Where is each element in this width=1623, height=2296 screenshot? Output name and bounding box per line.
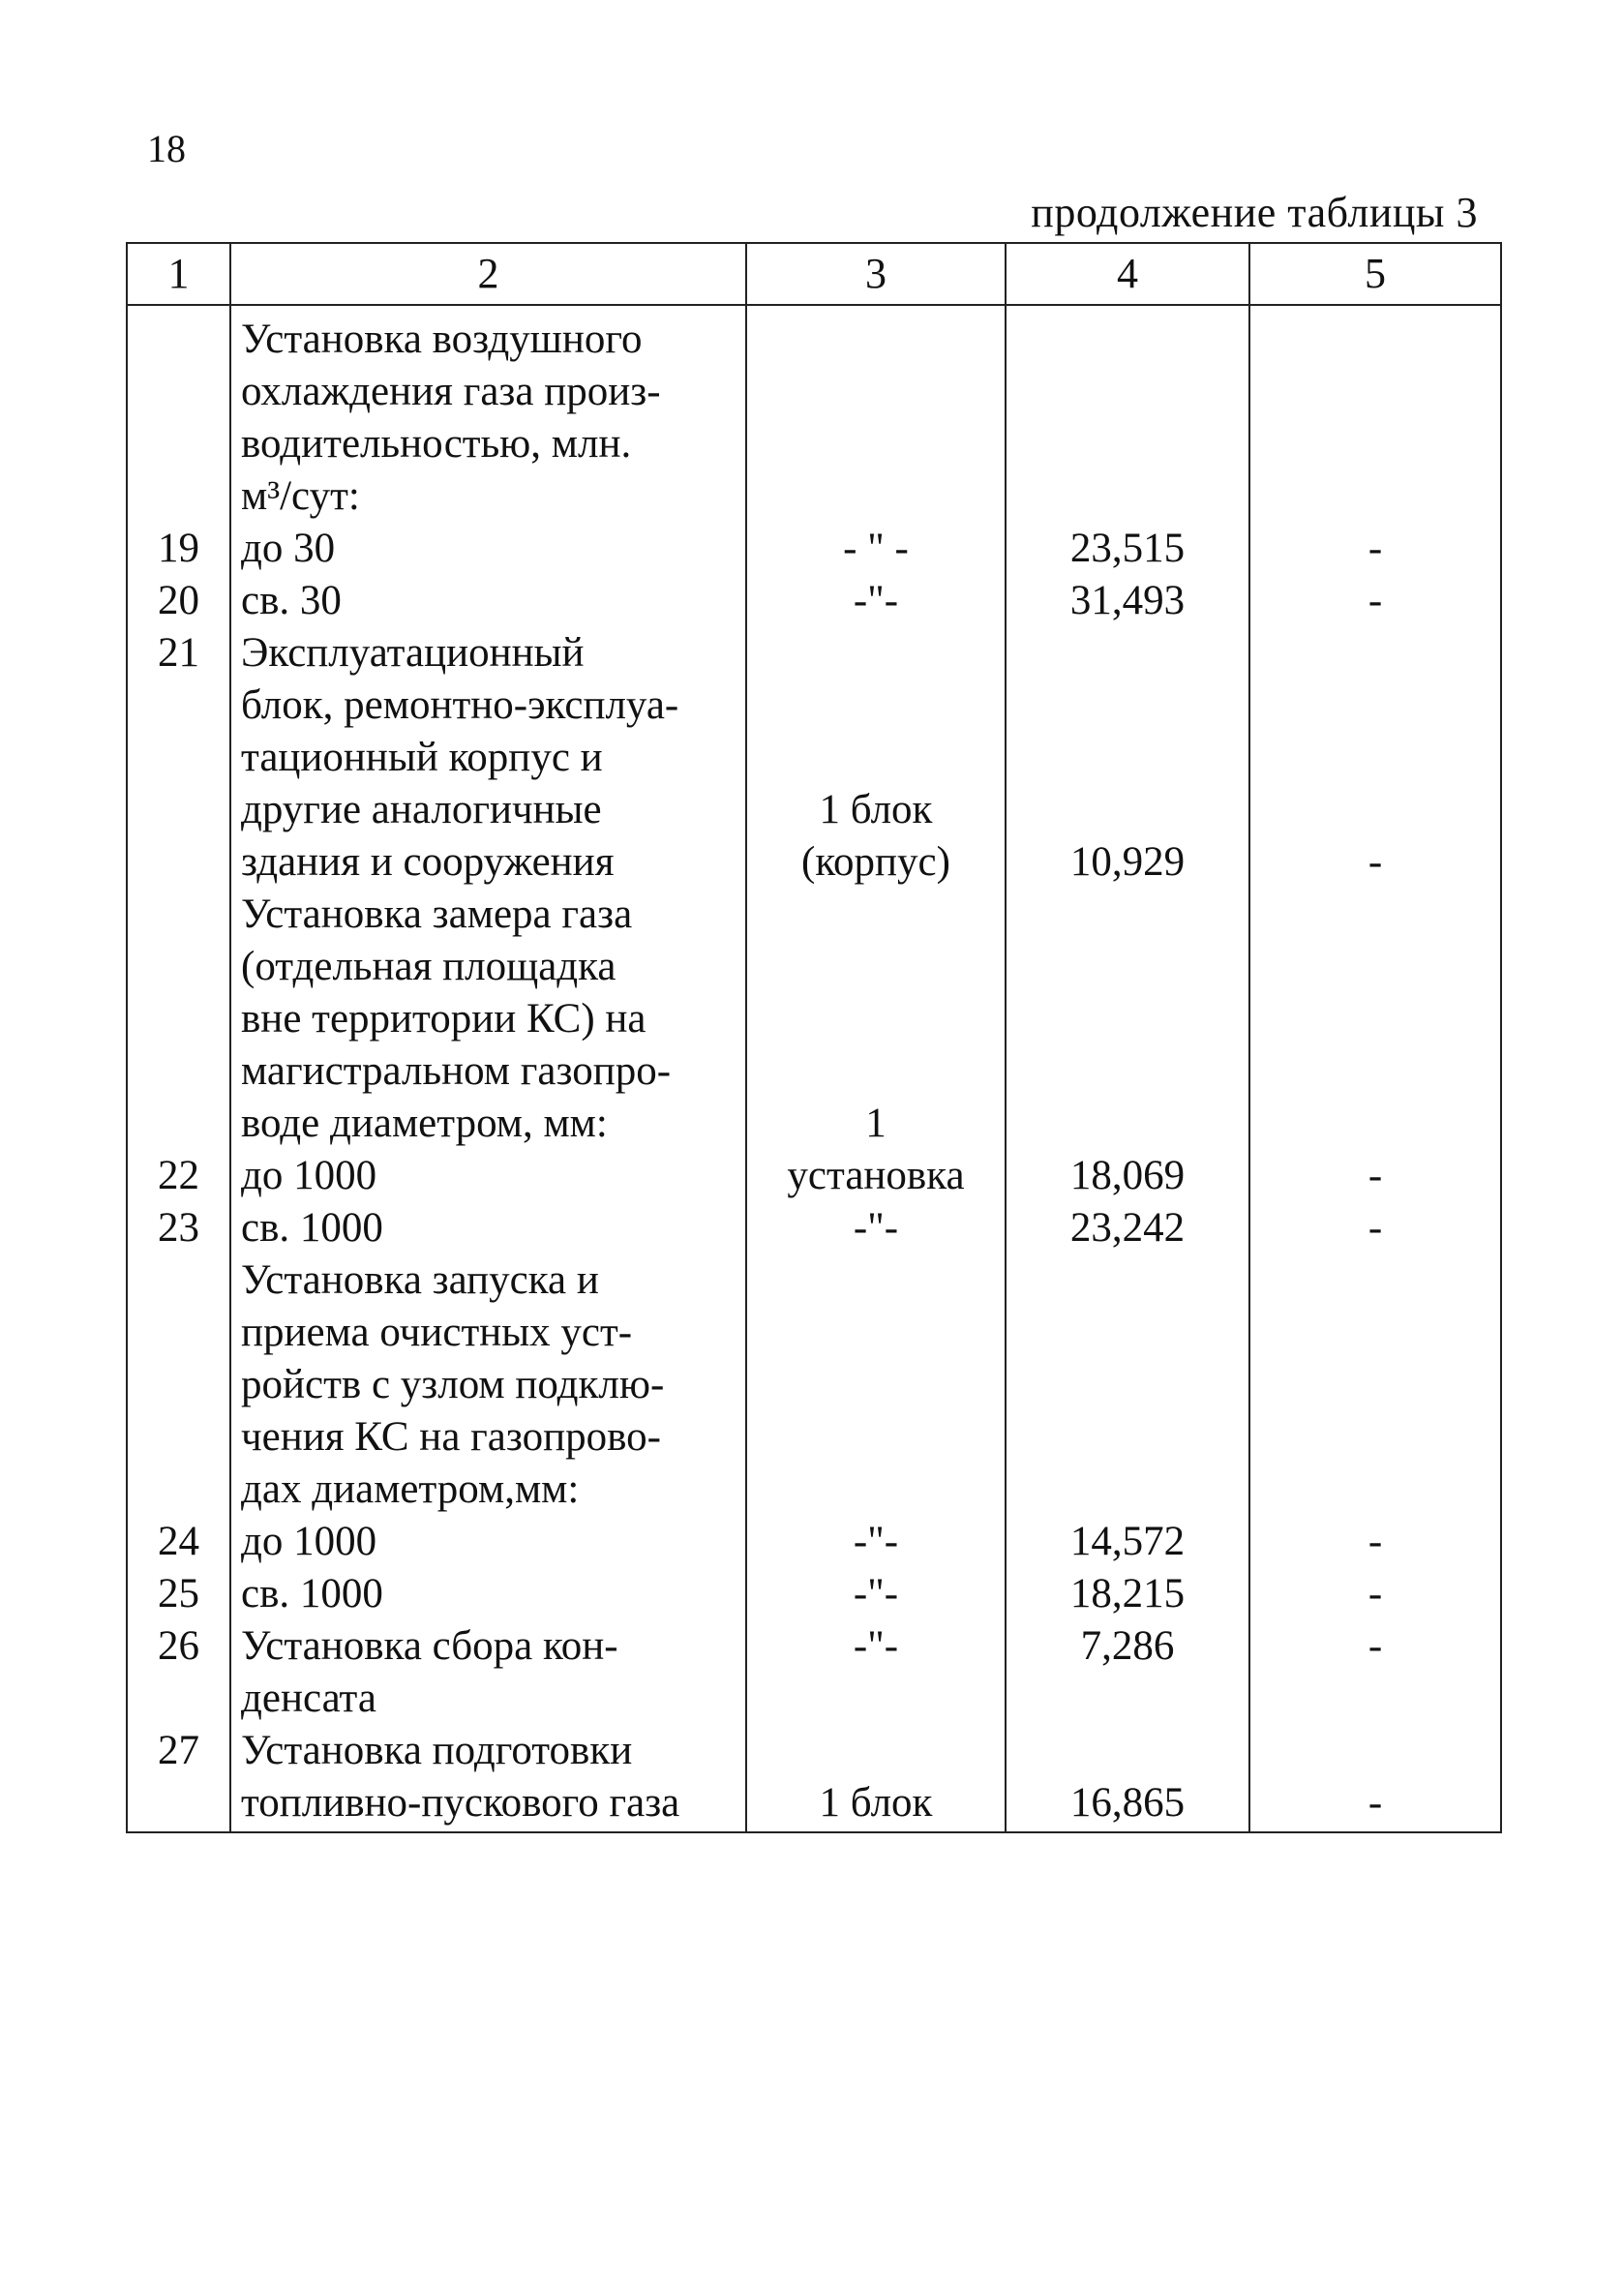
row-number <box>127 305 230 523</box>
table-row <box>127 1516 1501 1568</box>
row-name: Установка подготовки топливно-пускового газа <box>230 1725 746 1832</box>
row-value: 16,865 <box>1006 1725 1249 1832</box>
row-value: 23,242 <box>1006 1202 1249 1254</box>
row-name: Установка запуска и приема очистных уст- ройств с узлом подклю- чения КС на газопрово- дах диаметром,мм: <box>230 1254 746 1516</box>
table-row <box>127 1202 1501 1254</box>
column-header-5: 5 <box>1249 243 1501 305</box>
row-unit: - " - <box>746 523 1006 575</box>
row-number: 26 <box>127 1620 230 1725</box>
row-number <box>127 889 230 1150</box>
row-name: св. 1000 <box>230 1568 746 1620</box>
row-unit <box>746 1254 1006 1516</box>
table-row <box>127 1620 1501 1725</box>
row-name: Эксплуатационный блок, ремонтно-эксплуа- тационный корпус и другие аналогичные здания и сооружения <box>230 627 746 889</box>
row-extra: - <box>1249 1568 1501 1620</box>
column-header-1: 1 <box>127 243 230 305</box>
row-extra <box>1249 305 1501 523</box>
table-row <box>127 575 1501 627</box>
column-header-2: 2 <box>230 243 746 305</box>
header-row <box>127 243 1501 305</box>
row-value <box>1006 1254 1249 1516</box>
row-extra: - <box>1249 1725 1501 1832</box>
row-name: Установка сбора кон- денсата <box>230 1620 746 1725</box>
row-number <box>127 1254 230 1516</box>
table-row <box>127 627 1501 889</box>
row-extra: - <box>1249 1516 1501 1568</box>
row-number: 22 <box>127 1150 230 1202</box>
row-extra: - <box>1249 575 1501 627</box>
row-name: до 1000 <box>230 1150 746 1202</box>
row-value <box>1006 889 1249 1150</box>
table-row <box>127 305 1501 523</box>
row-extra: - <box>1249 1620 1501 1725</box>
row-value: 18,215 <box>1006 1568 1249 1620</box>
table-row <box>127 1150 1501 1202</box>
row-number: 24 <box>127 1516 230 1568</box>
table-row <box>127 889 1501 1150</box>
table-row <box>127 1568 1501 1620</box>
row-name: до 1000 <box>230 1516 746 1568</box>
row-value: 31,493 <box>1006 575 1249 627</box>
row-name: св. 30 <box>230 575 746 627</box>
row-unit: -"- <box>746 1202 1006 1254</box>
row-unit: -"- <box>746 1516 1006 1568</box>
row-extra <box>1249 1254 1501 1516</box>
row-unit: 1 блок <box>746 1725 1006 1832</box>
row-number: 23 <box>127 1202 230 1254</box>
row-name: до 30 <box>230 523 746 575</box>
row-value: 23,515 <box>1006 523 1249 575</box>
row-extra: - <box>1249 523 1501 575</box>
column-header-4: 4 <box>1006 243 1249 305</box>
table-row <box>127 1254 1501 1516</box>
row-unit: -"- <box>746 575 1006 627</box>
row-number: 21 <box>127 627 230 889</box>
row-name: св. 1000 <box>230 1202 746 1254</box>
row-unit: 1 блок (корпус) <box>746 627 1006 889</box>
row-extra: - <box>1249 1202 1501 1254</box>
row-extra: - <box>1249 627 1501 889</box>
row-extra <box>1249 889 1501 1150</box>
row-unit: 1 <box>746 889 1006 1150</box>
row-value: 14,572 <box>1006 1516 1249 1568</box>
table-row <box>127 523 1501 575</box>
row-number: 25 <box>127 1568 230 1620</box>
page-number: 18 <box>147 127 186 170</box>
column-header-3: 3 <box>746 243 1006 305</box>
row-value: 10,929 <box>1006 627 1249 889</box>
data-table <box>126 242 1502 1833</box>
table-continuation-caption: продолжение таблицы 3 <box>1031 189 1478 236</box>
row-unit: установка <box>746 1150 1006 1202</box>
row-unit: -"- <box>746 1620 1006 1725</box>
row-unit <box>746 305 1006 523</box>
row-number: 19 <box>127 523 230 575</box>
row-value <box>1006 305 1249 523</box>
row-unit: -"- <box>746 1568 1006 1620</box>
row-extra: - <box>1249 1150 1501 1202</box>
row-number: 20 <box>127 575 230 627</box>
table-row <box>127 1725 1501 1832</box>
row-name: Установка воздушного охлаждения газа произ- водительностью, млн. м³/сут: <box>230 305 746 523</box>
row-name: Установка замера газа (отдельная площадка вне территории КС) на магистральном газопро- воде диаметром, мм: <box>230 889 746 1150</box>
row-value: 18,069 <box>1006 1150 1249 1202</box>
row-value: 7,286 <box>1006 1620 1249 1725</box>
row-number: 27 <box>127 1725 230 1832</box>
